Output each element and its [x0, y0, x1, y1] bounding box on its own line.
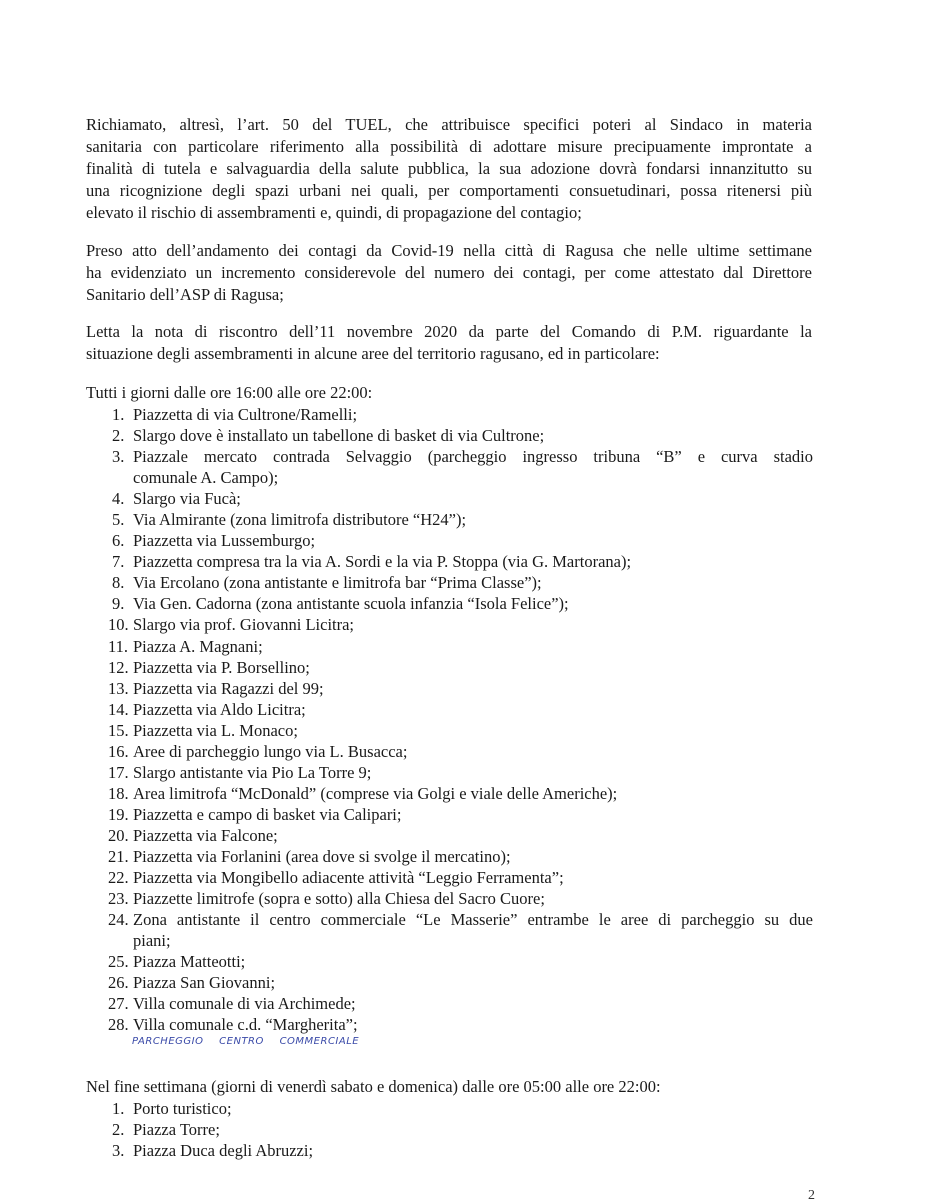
- list-item-number: 2.: [112, 1120, 125, 1140]
- list-item-number: 15.: [108, 720, 129, 740]
- paragraph-letta-la-nota: [86, 321, 812, 365]
- list-item-number: 20.: [108, 825, 129, 845]
- list-item-text: Via Almirante (zona limitrofa distributore “H24”);: [133, 510, 467, 530]
- list-item-text: Piazzette limitrofe (sopra e sotto) alla Chiesa del Sacro Cuore;: [133, 889, 545, 909]
- list-item: [108, 972, 812, 993]
- list-item-text: Via Ercolano (zona antistante e limitrofa bar “Prima Classe”);: [133, 573, 542, 593]
- list-item-text: Piazzetta via L. Monaco;: [133, 720, 298, 740]
- list-item: [108, 993, 812, 1014]
- list-item: [108, 762, 812, 783]
- list-item: [112, 1119, 812, 1140]
- list-item: [112, 1098, 812, 1119]
- list-item: [108, 678, 812, 699]
- list-intro-weekend: Nel fine settimana (giorni di venerdì sabato e domenica) dalle ore 05:00 alle ore 22:00:: [86, 1077, 661, 1096]
- list-item-number: 18.: [108, 783, 129, 803]
- paragraph-line: situazione degli assembramenti in alcune aree del territorio ragusano, ed in particolare:: [86, 344, 660, 363]
- list-item-text: Zona antistante il centro commerciale “Le Masserie” entrambe le aree di parcheggio su due: [133, 910, 813, 930]
- list-item-text: Piazza Torre;: [133, 1120, 220, 1140]
- list-item-number: 11.: [108, 636, 129, 656]
- handwritten-word: CENTRO: [219, 1036, 264, 1047]
- list-item: [108, 636, 812, 657]
- locations-list-weekend: [112, 1098, 812, 1161]
- paragraph-line: elevato il rischio di assembramenti e, quindi, di propagazione del contagio;: [86, 203, 582, 222]
- list-item-number: 13.: [108, 678, 129, 698]
- list-item-text: Piazzetta e campo di basket via Calipari;: [133, 804, 402, 824]
- list-item: [108, 1014, 812, 1035]
- list-item: [108, 909, 813, 951]
- list-item-text: Slargo via prof. Giovanni Licitra;: [133, 615, 355, 635]
- list-item-text: Porto turistico;: [133, 1099, 232, 1118]
- list-item-text: Via Gen. Cadorna (zona antistante scuola infanzia “Isola Felice”);: [133, 594, 569, 614]
- list-item-number: 12.: [108, 657, 129, 677]
- locations-list-daily: [108, 404, 813, 1035]
- list-item-number: 28.: [108, 1015, 129, 1035]
- list-item-text: Area limitrofa “McDonald” (comprese via Golgi e viale delle Americhe);: [133, 783, 618, 803]
- list-item-text: Piazzetta via Forlanini (area dove si svolge il mercatino);: [133, 846, 511, 866]
- list-item-text: Piazza Matteotti;: [133, 952, 246, 972]
- list-item: [112, 551, 812, 572]
- list-intro-weekdays: Tutti i giorni dalle ore 16:00 alle ore 22:00:: [86, 383, 373, 402]
- list-item: [108, 741, 812, 762]
- paragraph-line: Letta la nota di riscontro dell’11 novembre 2020 da parte del Comando di P.M. riguardante la: [86, 322, 812, 341]
- list-item-number: 23.: [108, 889, 129, 909]
- list-item-number: 26.: [108, 973, 129, 993]
- paragraph-line: sanitaria con particolare riferimento alla possibilità di adottare misure precipuamente improntate a: [86, 137, 812, 156]
- list-item-number: 7.: [112, 552, 125, 572]
- paragraph-preso-atto: [86, 240, 812, 306]
- list-item: [108, 825, 812, 846]
- list-item-text: Piazzetta via Ragazzi del 99;: [133, 678, 324, 698]
- list-item-number: 3.: [112, 447, 125, 467]
- list-item-text: Piazza A. Magnani;: [133, 636, 263, 656]
- paragraph-line: finalità di tutela e salvaguardia della salute pubblica, la sua adozione dovrà fondarsi innanzitutto su: [86, 159, 812, 178]
- list-item: [108, 888, 812, 909]
- list-item: [112, 446, 812, 488]
- list-item-text: Slargo via Fucà;: [133, 489, 241, 509]
- list-item: [108, 867, 812, 888]
- list-item: [112, 488, 812, 509]
- list-item-text: Piazza San Giovanni;: [133, 973, 276, 993]
- list-item-number: 8.: [112, 573, 125, 593]
- handwritten-word: COMMERCIALE: [279, 1036, 360, 1047]
- list-item-number: 3.: [112, 1141, 125, 1161]
- list-item-text: Piazzale mercato contrada Selvaggio (parcheggio ingresso tribuna “B” e curva stadio: [133, 447, 813, 467]
- handwritten-annotation: [132, 1036, 371, 1047]
- list-item: [112, 425, 812, 446]
- list-item-text: Villa comunale c.d. “Margherita”;: [133, 1015, 358, 1035]
- page-number: 2: [808, 1188, 815, 1203]
- list-item-number: 24.: [108, 910, 129, 930]
- list-item: [112, 509, 812, 530]
- list-item: [108, 657, 812, 678]
- list-item-number: 16.: [108, 741, 129, 761]
- paragraph-line: Preso atto dell’andamento dei contagi da Covid-19 nella città di Ragusa che nelle ultime settimane: [86, 241, 812, 260]
- list-item-number: 22.: [108, 868, 129, 888]
- list-item-number: 2.: [112, 426, 125, 446]
- list-item-text: Piazzetta via Falcone;: [133, 825, 278, 845]
- list-item-text: Piazzetta via Aldo Licitra;: [133, 699, 306, 719]
- list-item: [108, 804, 812, 825]
- list-item-text: Piazzetta di via Cultrone/Ramelli;: [133, 405, 358, 424]
- list-item: [108, 720, 812, 741]
- list-item-number: 4.: [112, 489, 125, 509]
- list-item-number: 1.: [112, 405, 125, 424]
- list-item-text: Piazza Duca degli Abruzzi;: [133, 1141, 314, 1161]
- list-item-text: Piazzetta via P. Borsellino;: [133, 657, 310, 677]
- list-item-text: Slargo antistante via Pio La Torre 9;: [133, 762, 372, 782]
- list-item-number: 25.: [108, 952, 129, 972]
- paragraph-line: Richiamato, altresì, l’art. 50 del TUEL, che attribuisce specifici poteri al Sindaco in materia: [86, 115, 812, 134]
- list-item-number: 1.: [112, 1099, 125, 1118]
- list-item: [108, 783, 812, 804]
- list-item-number: 9.: [112, 594, 125, 614]
- list-item: [108, 846, 812, 867]
- list-item-text: Villa comunale di via Archimede;: [133, 994, 356, 1014]
- list-item: [108, 951, 812, 972]
- list-item-number: 27.: [108, 994, 129, 1014]
- list-item: [108, 614, 812, 635]
- list-item-text: Piazzetta via Lussemburgo;: [133, 531, 316, 551]
- paragraph-line: ha evidenziato un incremento considerevole del numero dei contagi, per come attestato dal Direttore: [86, 263, 812, 282]
- list-item-text: Slargo dove è installato un tabellone di basket di via Cultrone;: [133, 426, 545, 446]
- paragraph-line: Sanitario dell’ASP di Ragusa;: [86, 285, 284, 304]
- list-item-continuation: comunale A. Campo);: [133, 468, 279, 488]
- list-item-number: 17.: [108, 762, 129, 782]
- list-item-number: 19.: [108, 804, 129, 824]
- list-item: [108, 699, 812, 720]
- paragraph-line: una ricognizione degli spazi urbani nei quali, per comportamenti consuetudinari, possa ritenersi più: [86, 181, 812, 200]
- list-item-text: Aree di parcheggio lungo via L. Busacca;: [133, 741, 408, 761]
- list-item-text: Piazzetta compresa tra la via A. Sordi e la via P. Stoppa (via G. Martorana);: [133, 552, 632, 572]
- list-item: [112, 404, 812, 425]
- handwritten-word: PARCHEGGIO: [132, 1036, 204, 1047]
- list-item: [112, 593, 812, 614]
- list-item: [112, 530, 812, 551]
- list-item-number: 6.: [112, 531, 125, 551]
- list-item-text: Piazzetta via Mongibello adiacente attività “Leggio Ferramenta”;: [133, 868, 564, 888]
- list-item-number: 14.: [108, 699, 129, 719]
- list-item: [112, 1140, 812, 1161]
- list-item-number: 5.: [112, 510, 125, 530]
- list-item: [112, 572, 812, 593]
- list-item-continuation: piani;: [133, 931, 171, 951]
- list-item-number: 10.: [108, 615, 129, 635]
- list-item-number: 21.: [108, 846, 129, 866]
- paragraph-richiamato: [86, 114, 812, 224]
